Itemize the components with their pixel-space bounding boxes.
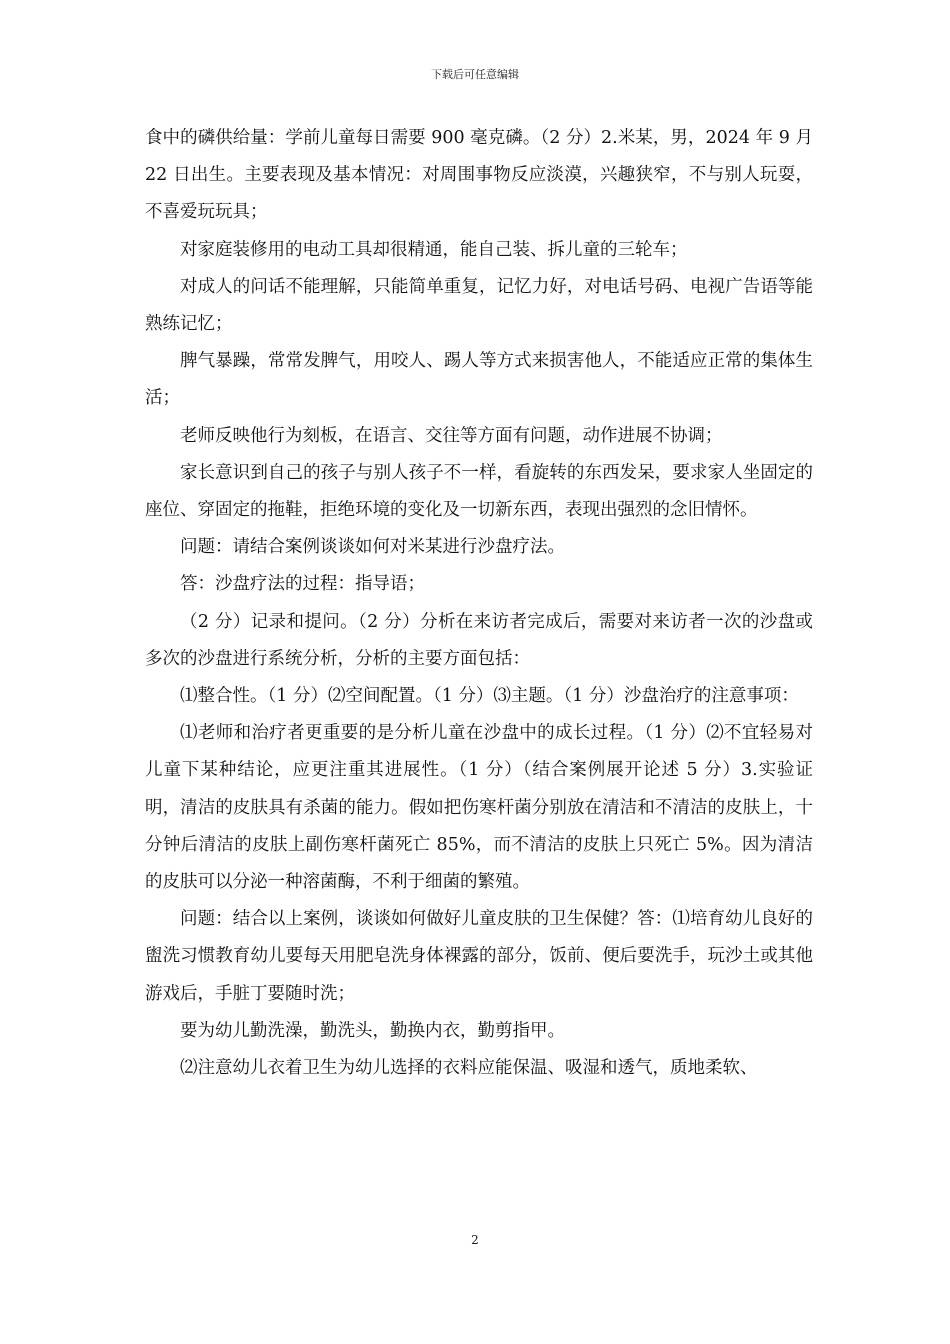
question-1: 问题：请结合案例谈谈如何对米某进行沙盘疗法。 (180, 537, 565, 558)
paragraph-1: 食中的磷供给量：学前儿童每日需要 900 毫克磷。（2 分）2.米某，男，2024 年 9 月 22 日出生。主要表现及基本情况：对周围事物反应淡漠，兴趣狭窄，不与别人玩耍，不喜爱玩玩具； (145, 128, 813, 223)
paragraph-13: 要为幼儿勤洗澡，勤洗头，勤换内衣，勤剪指甲。 (180, 1020, 565, 1041)
paragraph-6: 家长意识到自己的孩子与别人孩子不一样，看旋转的东西发呆，要求家人坐固定的座位、穿固定的拖鞋，拒绝环境的变化及一切新东西，表现出强烈的念旧情怀。 (145, 462, 813, 521)
paragraph-3: 对成人的问话不能理解，只能简单重复，记忆力好，对电话号码、电视广告语等能熟练记忆； (145, 276, 813, 335)
paragraph-4: 脾气暴躁，常常发脾气，用咬人、踢人等方式来损害他人，不能适应正常的集体生活； (145, 351, 813, 409)
paragraph-14: ⑵注意幼儿衣着卫生为幼儿选择的衣料应能保温、吸湿和透气，质地柔软、 (180, 1058, 758, 1079)
paragraph-11: ⑴老师和治疗者更重要的是分析儿童在沙盘中的成长过程。（1 分）⑵不宜轻易对儿童下某种结论，应更注重其进展性。（1 分）（结合案例展开论述 5 分）3.实验证明，清洁的皮肤具有杀菌的能力。假如把伤寒杆菌分别放在清洁和不清洁的皮肤上，十分钟后清洁的皮肤上副伤寒杆菌死亡 85%，而不清洁的皮肤上只死亡 5%。因为清洁的皮肤可以分泌一种溶菌酶，不利于细菌的繁殖。 (145, 723, 813, 893)
paragraph-5: 老师反映他行为刻板，在语言、交往等方面有问题，动作进展不协调； (180, 425, 723, 446)
page-number: 2 (471, 1233, 479, 1247)
question-2: 问题：结合以上案例，谈谈如何做好儿童皮肤的卫生保健？答：⑴培育幼儿良好的盥洗习惯教育幼儿要每天用肥皂洗身体裸露的部分，饭前、便后要洗手，玩沙土或其他游戏后，手脏丁要随时洗； (145, 909, 813, 1004)
page-header: 下载后可任意编辑 (431, 68, 519, 81)
paragraph-10: ⑴整合性。（1 分）⑵空间配置。（1 分）⑶主题。（1 分）沙盘治疗的注意事项： (180, 686, 799, 707)
answer-1: 答：沙盘疗法的过程：指导语； (180, 574, 425, 595)
paragraph-9: （2 分）记录和提问。（2 分）分析在来访者完成后，需要对来访者一次的沙盘或多次的沙盘进行系统分析，分析的主要方面包括： (145, 611, 813, 669)
paragraph-2: 对家庭装修用的电动工具却很精通，能自己装、拆儿童的三轮车； (180, 239, 688, 260)
document-body (145, 120, 813, 1087)
